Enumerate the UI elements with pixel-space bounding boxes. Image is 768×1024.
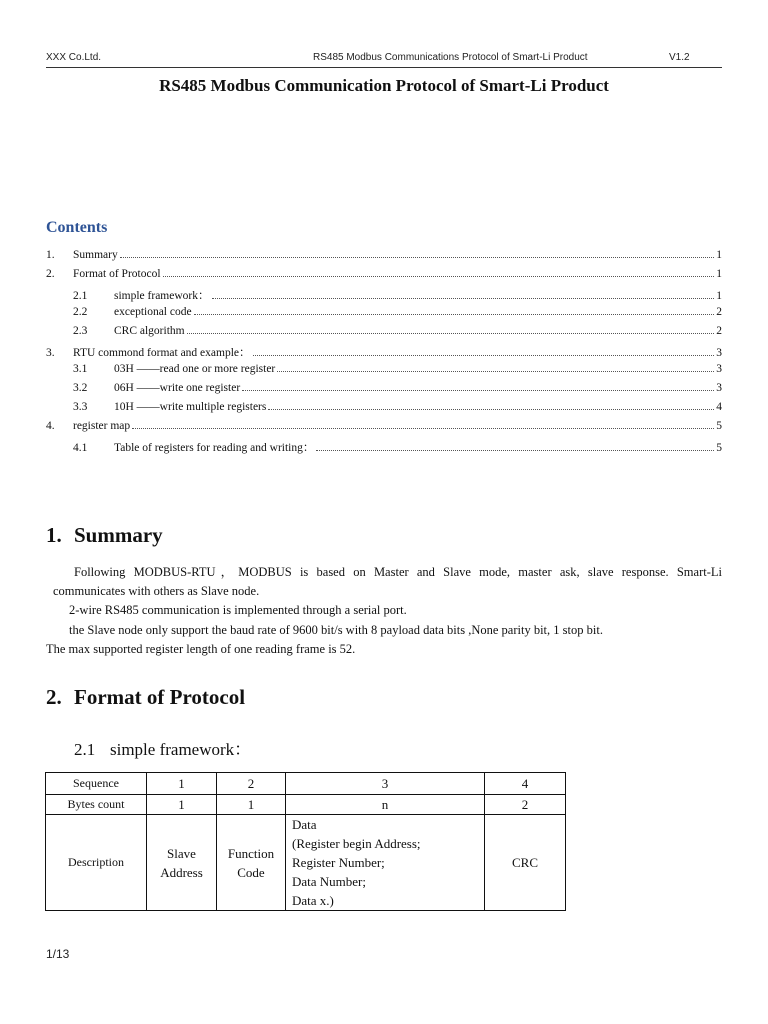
toc-label: simple framework：: [114, 290, 210, 302]
header-version: V1.2: [669, 52, 690, 63]
cell-line: (Register begin Address;: [292, 836, 421, 851]
toc-page: 1: [716, 268, 722, 280]
toc-number: 1.: [46, 249, 55, 261]
document-title: RS485 Modbus Communication Protocol of Smart-Li Product: [159, 76, 609, 95]
toc-page: 2: [716, 325, 722, 337]
section-heading-summary: [46, 523, 163, 548]
toc-item-simple-framework[interactable]: [46, 287, 722, 303]
toc-leader: [187, 333, 715, 334]
toc-leader: [163, 276, 715, 277]
section-title: Summary: [74, 523, 163, 547]
summary-paragraph-line2: communicates with others as Slave node.: [53, 584, 260, 598]
section-number: 2.: [46, 685, 62, 709]
toc-leader: [132, 428, 714, 429]
toc-item-06h[interactable]: [46, 382, 722, 398]
cell-line: Register Number;: [292, 855, 385, 870]
toc-item-10h[interactable]: [46, 401, 722, 417]
table-cell: 3: [286, 773, 485, 795]
toc-number: 2.3: [73, 325, 88, 337]
toc-page: 3: [716, 363, 722, 375]
header-rule: [46, 67, 722, 68]
toc-label: register map: [73, 420, 131, 432]
toc-leader: [120, 257, 715, 258]
toc-label: 10H ——write multiple registers: [114, 401, 267, 413]
toc-leader: [268, 409, 714, 410]
toc-item-03h[interactable]: [46, 363, 722, 379]
cell-line: Function: [227, 845, 275, 861]
toc-item-register-map[interactable]: [46, 420, 722, 436]
toc-item-crc-algorithm[interactable]: [46, 325, 722, 341]
toc-number: 4.1: [73, 442, 88, 454]
toc-page: 1: [716, 290, 722, 302]
toc-page: 1: [716, 249, 722, 261]
section-heading-format: [46, 685, 245, 710]
toc-item-format-of-protocol[interactable]: [46, 268, 722, 284]
toc-number: 3.1: [73, 363, 88, 375]
table-cell: 1: [217, 795, 286, 815]
toc-label: Table of registers for reading and writing：: [114, 442, 315, 454]
toc-label: 03H ——read one or more register: [114, 363, 276, 375]
table-cell: Sequence: [46, 773, 147, 795]
table-row: [46, 773, 566, 795]
toc-label: RTU commond format and example：: [73, 347, 251, 359]
subsection-title: simple framework：: [110, 740, 252, 759]
toc-label: exceptional code: [114, 306, 192, 318]
toc-page: 5: [716, 442, 722, 454]
table-cell: 1: [147, 795, 217, 815]
cell-line: Code: [237, 864, 265, 880]
table-cell: Bytes count: [46, 795, 147, 815]
table-cell: 4: [485, 773, 566, 795]
table-cell: Description: [46, 815, 147, 911]
table-cell: 1: [147, 773, 217, 795]
toc-page: 5: [716, 420, 722, 432]
section-number: 1.: [46, 523, 62, 547]
toc-item-rtu-format[interactable]: [46, 344, 722, 360]
table-row: [46, 795, 566, 815]
cell-line: Data Number;: [292, 874, 367, 889]
toc-leader: [194, 314, 715, 315]
toc-number: 2.1: [73, 290, 88, 302]
contents-heading: Contents: [46, 219, 108, 236]
toc-number: 2.2: [73, 306, 88, 318]
table-cell: 2: [217, 773, 286, 795]
subsection-number: 2.1: [74, 740, 96, 759]
toc-leader: [277, 371, 714, 372]
toc-number: 3.2: [73, 382, 88, 394]
toc-item-register-table[interactable]: [46, 439, 722, 455]
toc-label: CRC algorithm: [114, 325, 185, 337]
cell-line: Data x.): [292, 893, 334, 908]
toc-item-exceptional-code[interactable]: [46, 306, 722, 322]
summary-paragraph-line1: Following MODBUS-RTU，MODBUS is based on Master and Slave mode, master ask, slave response. Smart-Li: [74, 565, 722, 579]
section-title: Format of Protocol: [74, 685, 246, 709]
toc-page: 4: [716, 401, 722, 413]
table-cell: [147, 815, 217, 911]
table-cell: CRC: [485, 815, 566, 911]
toc-page: 2: [716, 306, 722, 318]
toc-leader: [316, 450, 714, 451]
toc-number: 2.: [46, 268, 55, 280]
subsection-heading-simple-framework: [74, 735, 251, 760]
summary-paragraph-3: the Slave node only support the baud rate of 9600 bit/s with 8 payload data bits ,None parity bit, 1 stop bit.: [69, 623, 603, 637]
toc-number: 4.: [46, 420, 55, 432]
toc-page: 3: [716, 347, 722, 359]
table-cell: [217, 815, 286, 911]
header-doc-name: RS485 Modbus Communications Protocol of Smart-Li Product: [313, 52, 588, 63]
toc-number: 3.3: [73, 401, 88, 413]
table-cell: n: [286, 795, 485, 815]
toc-page: 3: [716, 382, 722, 394]
toc-leader: [212, 298, 715, 299]
toc-label: Summary: [73, 249, 118, 261]
summary-paragraph-4: The max supported register length of one reading frame is 52.: [46, 642, 356, 656]
table-row: [46, 815, 566, 911]
table-cell: 2: [485, 795, 566, 815]
cell-line: Address: [160, 864, 203, 880]
toc-leader: [253, 355, 715, 356]
toc-label: 06H ——write one register: [114, 382, 241, 394]
frame-structure-table: [45, 772, 566, 911]
toc-label: Format of Protocol: [73, 268, 161, 280]
toc-leader: [242, 390, 714, 391]
summary-paragraph-2: 2-wire RS485 communication is implemented through a serial port.: [69, 603, 407, 617]
toc-item-summary[interactable]: [46, 249, 722, 265]
table-cell: [286, 815, 485, 911]
page-number: 1/13: [46, 947, 70, 961]
toc-number: 3.: [46, 347, 55, 359]
cell-line: Slave: [167, 845, 196, 861]
cell-line: Data: [292, 817, 317, 832]
header-company: XXX Co.Ltd.: [46, 52, 102, 63]
